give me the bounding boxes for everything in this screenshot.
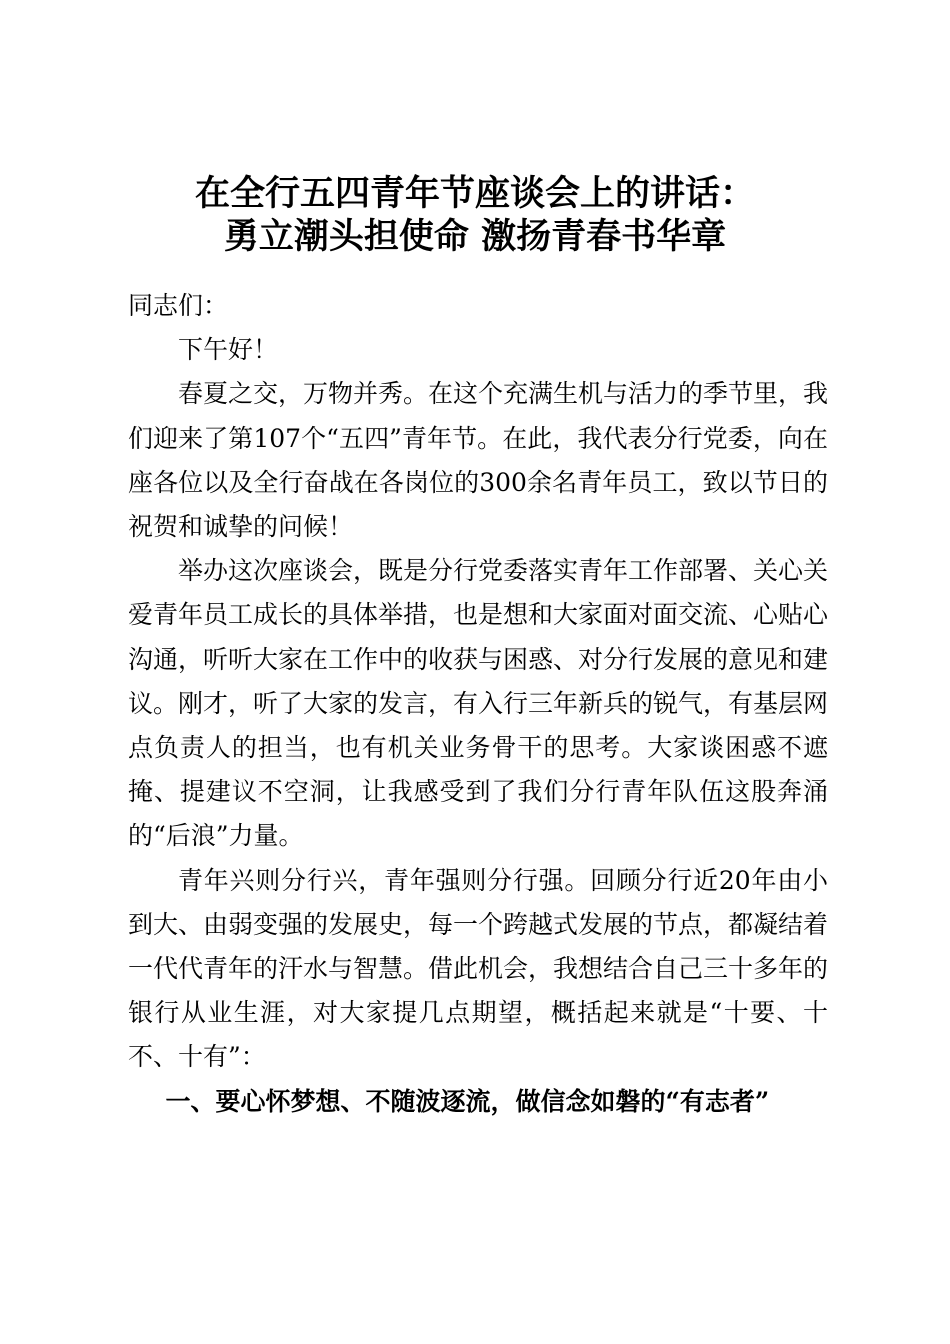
paragraph-2: 举办这次座谈会，既是分行党委落实青年工作部署、关心关爱青年员工成长的具体举措，也是想和大家面对面交流、心贴心沟通，听听大家在工作中的收获与困惑、对分行发展的意见和建议。刚才，听了大家的发言，有入行三年新兵的锐气，有基层网点负责人的担当，也有机关业务骨干的思考。大家谈困惑不遮掩、提建议不空洞，让我感受到了我们分行青年队伍这股奔涌的“后浪”力量。 [128, 556, 829, 851]
section-heading: 一、要心怀梦想、不随波逐流，做信念如磐的“有志者” [165, 1086, 770, 1116]
document-title-line-2: 勇立潮头担使命 激扬青春书华章 [223, 216, 727, 257]
paragraph-3: 青年兴则分行兴，青年强则分行强。回顾分行近20年由小到大、由弱变强的发展史，每一个跨越式发展的节点，都凝结着一代代青年的汗水与智慧。借此机会，我想结合自己三十多年的银行从业生涯，对大家提几点期望，概括起来就是“十要、十不、十有”： [128, 865, 829, 1072]
salutation: 同志们： [128, 291, 229, 320]
document-title-line-1: 在全行五四青年节座谈会上的讲话： [194, 173, 755, 214]
paragraph-1: 春夏之交，万物并秀。在这个充满生机与活力的季节里，我们迎来了第107个“五四”青年节。在此，我代表分行党委，向在座各位以及全行奋战在各岗位的300余名青年员工，致以节日的祝贺和诚挚的问候！ [128, 379, 829, 542]
greeting: 下午好！ [178, 335, 279, 365]
document-body [128, 284, 828, 1124]
